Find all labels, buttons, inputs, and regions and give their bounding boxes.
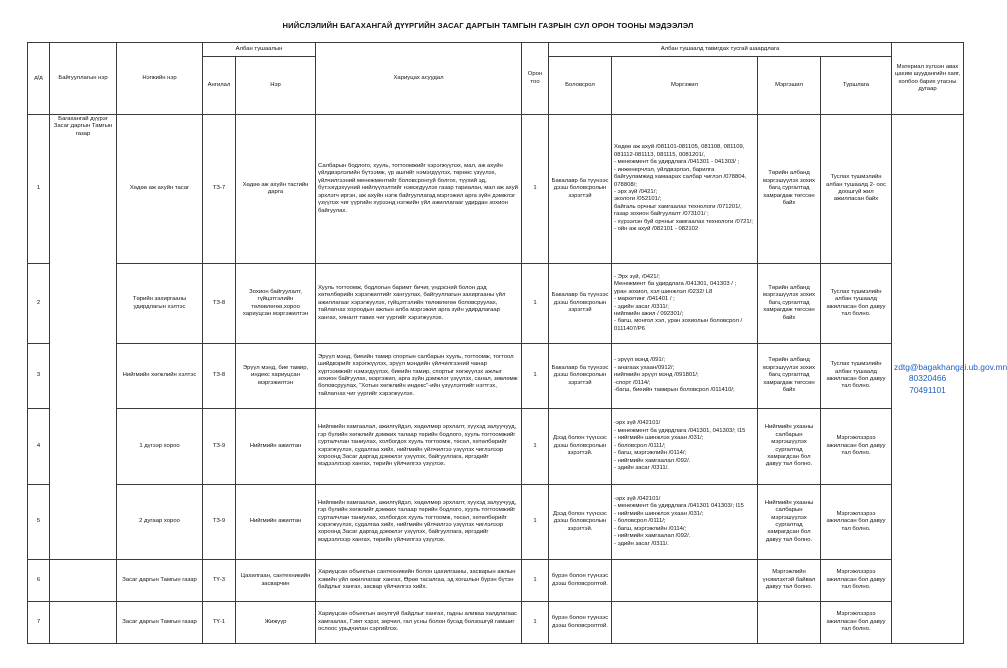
position-name: Жижүүр [236, 602, 316, 644]
header-contact: Материал хүлээн авах цахим шуудангийн хаяг, холбоо барих утасны дугаар [892, 43, 964, 115]
headcount: 1 [522, 344, 549, 409]
header-num: д/д [28, 43, 50, 115]
header-experience: Туршлага [821, 57, 892, 115]
duties-text: Хариуцсан объектын сантехникийн болон цахилгааны, засварын ажлын хэвийн үйл ажиллагааг хангах, Өрөө тасалгаа, эд хогшлын бүрэн бүтэн байдлыг хангах, засвар үйлчилгээ хийх. [316, 560, 522, 602]
position-category: ТЗ-8 [203, 264, 236, 344]
duties-text: Нийгмийн хамгаалал, ажилгүйдэл, хөдөлмөр эрхлалт, хүүхэд залуучууд, гэр бүлийн хөгжлийг дэмжих талаар төрийн бодлого, хууль тогтоомжийг сурталчлан таниулах, холбогдох хууль тогтоомж, төсөл, хөтөлбөрийг хэрэгжүүлэх, судалгаа хийх, нийгмийн үйлчилгээ үзүүлэх чиглэлээр хороонд Засаг даргад дэмжлэг үзүүлэх, байгууллага, иргэдийг мэдээллээр хангах, төрийн үйлчилгээ үзүүлэх. [316, 409, 522, 485]
qualification-req: Төрийн албанд мэргэшүүлэх зохих багц сургалтад хамрагдаж төгссөн байх [758, 264, 821, 344]
headcount: 1 [522, 115, 549, 264]
headcount: 1 [522, 485, 549, 560]
position-name: Зохион байгуулалт, гүйцэтгэлийн төлөвлөгөө,хороо хариуцсан мэргэжилтэн [236, 264, 316, 344]
education-req: бүрэн болон түүнээс дээш боловсролтой. [549, 602, 612, 644]
org-name: Багахангай дүүрэг Засаг даргын Тамгын газар [50, 115, 117, 560]
duties-text: Эрүүл мэнд, биеийн тамир спортын салбарын хууль, тогтоомж, тогтоол шийдвэрийг хэрэгжүүлэх, эрүүл мэндийн үйлчилгээний чанар хүртээмжийг нэмэгдүүлэх, биеийн тамир, спортыг хөгжүүлэх ажлыг зохион байгуулах, мэргэжил, арга зүйн дэмжлэг үзүүлэх, санал, зөвлөмж боловсруулах, "Хотын хөгжлийн индекс"-ийн үзүүлэлтийг нэгтгэх, тайлагнах чиг үүргийг хэрэгжүүлэх. [316, 344, 522, 409]
header-category: Ангилал [203, 57, 236, 115]
qualification-req: Төрийн албанд мэргэшүүлэх зохих багц сургалтад хамрагдаж төгссөн байх [758, 344, 821, 409]
experience-req: Мэргэжлээрээ ажилласан бол давуу тал болно. [821, 560, 892, 602]
header-unit: Нэгжийн нэр [117, 43, 203, 115]
position-category: ТЗ-9 [203, 485, 236, 560]
position-category: ТҮ-1 [203, 602, 236, 644]
qualification-req: Нийгмийн ухааны салбарын мэргэшүүлэх сургалтад хамрагдсан бол давуу тал болно. [758, 485, 821, 560]
contact-email[interactable]: zdtg@bagakhangai.ub.gov.mn [894, 361, 1007, 372]
profession-req [612, 602, 758, 644]
header-education: Боловсрол [549, 57, 612, 115]
header-name: Нэр [236, 57, 316, 115]
headcount: 1 [522, 560, 549, 602]
row-num: 7 [28, 602, 50, 644]
contact-phone-1: 80320466 [908, 373, 947, 384]
header-row-1 [28, 43, 964, 57]
page-title: НИЙСЛЭЛИЙН БАГАХАНГАЙ ДҮҮРГИЙН ЗАСАГ ДАРГЫН ТАМГЫН ГАЗРЫН СУЛ ОРОН ТООНЫ МЭДЭЭЛЭЛ [282, 21, 694, 30]
experience-req: Туслах түшмэлийн албан тушаалд ажилласан бол давуу тал болно. [821, 264, 892, 344]
education-req: Дээд болон түүнээс дээш боловсролын зэрэгтэй. [549, 485, 612, 560]
duties-text: Хариуцсан объектын аюулгүй байдлыг хангах, гадны аливаа халдлагаас хамгаалах, Гэмт хэрэг, зөрчил, гал усны болон бусад болзошгүй гамшиг ослоос урьдчилан сэргийлэх. [316, 602, 522, 644]
qualification-req: Нийгмийн ухааны салбарын мэргэшүүлэх сургалтад хамрагдсан бол давуу тал болно. [758, 409, 821, 485]
row-num: 2 [28, 264, 50, 344]
row-num: 6 [28, 560, 50, 602]
header-org: Байгууллагын нэр [50, 43, 117, 115]
header-requirements-group: Албан тушаалд тавигдах тусгай шаардлага [549, 43, 892, 57]
contact-info [892, 115, 1007, 644]
qualification-req: Мэргэжлийн үнэмлэхтэй байвал давуу тал болно. [758, 560, 821, 602]
unit-name: Нийгмийн хөгжлийн хэлтэс [117, 344, 203, 409]
duties-text: Салбарын бодлого, хууль, тогтоомжийг хэрэгжүүлэх, мал, аж ахуйн үйлдвэрлэлийн бүтээмж, үр ашгийг нэмэгдүүлэх, төрөөс үзүүлэх, үйлчилгээний менежментийг боловсронгуй болгох, түүхий эд, бүтээгдэхүүний нийлүүлэлтийг нэмэгдүүлэх газар тариалан, мал аж ахуй эрхлэгч иргэн, аж ахуйн нэгж байгууллагад мэргэжил арга зүйн дэмжлэг үзүүлэх чиг үүргийн хүрээнд нэгжийн үйл ажиллагааг удирдан зохион байгуулах. [316, 115, 522, 264]
education-req: Бакалавр ба түүнээс дээш боловсролын зэрэгтэй [549, 264, 612, 344]
table-row [28, 344, 964, 409]
header-qualification: Мэргэшил [758, 57, 821, 115]
education-req: Бакалавр ба түүнээс дээш боловсролын зэрэгтэй [549, 344, 612, 409]
position-category: ТЗ-7 [203, 115, 236, 264]
row-num: 1 [28, 115, 50, 264]
table-row [28, 264, 964, 344]
unit-name: Засаг даргын Тамгын газар [117, 560, 203, 602]
position-name: Нийгмийн ажилтан [236, 485, 316, 560]
header-profession: Мэргэжил [612, 57, 758, 115]
row-num: 3 [28, 344, 50, 409]
unit-name: Төрийн захиргааны удирдлагын хэлтэс [117, 264, 203, 344]
duties-text: Нийгмийн хамгаалал, ажилгүйдэл, хөдөлмөр эрхлалт, хүүхэд залуучууд, гэр бүлийн хөгжлийг дэмжих талаар төрийн бодлого, хууль тогтоомжийг сурталчлан таниулах, холбогдох хууль тогтоомж, төсөл, хөтөлбөрийг хэрэгжүүлэх, судалгаа хийх, нийгмийн үйлчилгээ үзүүлэх чиглэлээр хороонд Засаг даргад дэмжлэг үзүүлэх, байгууллага, иргэдийг мэдээллээр хангах, төрийн үйлчилгээ үзүүлэх. [316, 485, 522, 560]
table-row [28, 409, 964, 485]
header-position-group: Албан тушаалын [203, 43, 316, 57]
position-category: ТҮ-3 [203, 560, 236, 602]
headcount: 1 [522, 602, 549, 644]
profession-req: -эрх зүй /042101/ - менежмент ба удирдлага /041301 041303/; I15 - нийгмийн шинжлэх ухаан /031/; - боловсрол /0111/; - багш, мэргэжлийн /0114/; - нийгмийн хамгаалал /092/. - эдийн засаг /0311/. [612, 485, 758, 560]
table-row [28, 560, 964, 602]
row-num: 4 [28, 409, 50, 485]
unit-name: Засаг даргын Тамгын газар [117, 602, 203, 644]
profession-req: - эрүүл мэнд /091/; - анагаах ухаан/0912/; нийгмийн эрүүл мэнд /091801/; -спорт /0114/; -багш, биеийн тамирын боловсрол /011410/; [612, 344, 758, 409]
row-num: 5 [28, 485, 50, 560]
experience-req: Мэргэжлээрээ ажилласан бол давуу тал болно. [821, 409, 892, 485]
header-duties: Хариуцах асуудал [316, 43, 522, 115]
position-name: Нийгмийн ажилтан [236, 409, 316, 485]
vacancy-table [27, 42, 1007, 644]
position-name: Эрүүл мэнд, бие тамир, индекс хариуцсан мэргэжилтэн [236, 344, 316, 409]
table-row [28, 602, 964, 644]
unit-name: Хөдөө аж ахуйн тасаг [117, 115, 203, 264]
profession-req: Хөдөө аж ахуй /081101-081105, 081108, 081109, 081112-081113, 081115, 0081201/, - менежмент ба удирдлага /041301 - 041303/ ; - инженерчлэл, үйлдвэрлэл, барилга байгууламжид хамаарах салбар чиглэл /078804, 078808/; - эрх зүй /0421/; экологи /052101/; байгаль орчныг хамгаалах технологи /071201/, газар зохион байгуулалт /073101/ ; - хүрээлэн буй орчныг хамгаалах технологи /0721/; - ойн аж ахуй /082101 - 082102 [612, 115, 758, 264]
position-category: ТЗ-8 [203, 344, 236, 409]
position-name: Хөдөө аж ахуйн тасгийн дарга [236, 115, 316, 264]
experience-req: Туслах түшмэлийн албан тушаалд ажилласан бол давуу тал болно. [821, 344, 892, 409]
table-row [28, 485, 964, 560]
unit-name: 1 дүгээр хороо [117, 409, 203, 485]
qualification-req: Төрийн албанд мэргэшүүлэх зохих багц сургалтад хамрагдаж төгссөн байх [758, 115, 821, 264]
header-count: Орон тоо [522, 43, 549, 115]
duties-text: Хууль тогтоомж, бодлогын баримт бичиг, үндэсний болон дэд хөтөлбөрийн хэрэгжилтийг хангуулах, байгууллагын захиргааны үйл ажиллагааг хэрэгжүүлэх, гүйцэтгэлийн төлөвлөгөө боловсруулах, тайлагнах хороодын ажлын алба мэргэжил арга зүйн удирдлагаар хангах, хяналт тавих чиг үүргийг хэрэгжүүлэх. [316, 264, 522, 344]
experience-req: Туслах түшмэлийн албан тушаалд 2- оос доошгүй жил ажилласан байх [821, 115, 892, 264]
table-row [28, 115, 964, 264]
experience-req: Мэргэжлээрээ ажилласан бол давуу тал болно. [821, 602, 892, 644]
profession-req [612, 560, 758, 602]
unit-name: 2 дугаар хороо [117, 485, 203, 560]
profession-req: - Эрх зүй, /0421/; Менежмент ба удирдлага /041301, 041303 / ; уран зохиол, хэл шинжлэл /0232/ L8 - маркетинг /041401 / ; - эдийн засаг /0311/; нийгмийн ажил / 092301/; - багш, монгол хэл, уран зохиолын боловсрол / 0111407/Р6 [612, 264, 758, 344]
education-req: Дээд болон түүнээс дээш боловсролын зэрэгтэй. [549, 409, 612, 485]
headcount: 1 [522, 264, 549, 344]
org-name-empty [50, 560, 117, 602]
experience-req: Мэргэжлээрээ ажилласан бол давуу тал болно. [821, 485, 892, 560]
qualification-req [758, 602, 821, 644]
education-req: Бакалавр ба түүнээс дээш боловсролын зэрэгтэй [549, 115, 612, 264]
position-name: Цахилгаан, сантехникийн засварчин [236, 560, 316, 602]
contact-phone-2: 70491101 [909, 384, 946, 395]
education-req: бүрэн болон түүнээс дээш боловсролтой. [549, 560, 612, 602]
headcount: 1 [522, 409, 549, 485]
org-name-empty [50, 602, 117, 644]
position-category: ТЗ-9 [203, 409, 236, 485]
profession-req: -эрх зүй /042101/ - менежмент ба удирдлага /041301, 041303/; I15 - нийгмийн шинжлэх ухаан /031/; - боловсрол /0111/; - багш, мэргэжлийн /0114/; - нийгмийн хамгаалал /092/. - эдийн засаг /0311/. [612, 409, 758, 485]
